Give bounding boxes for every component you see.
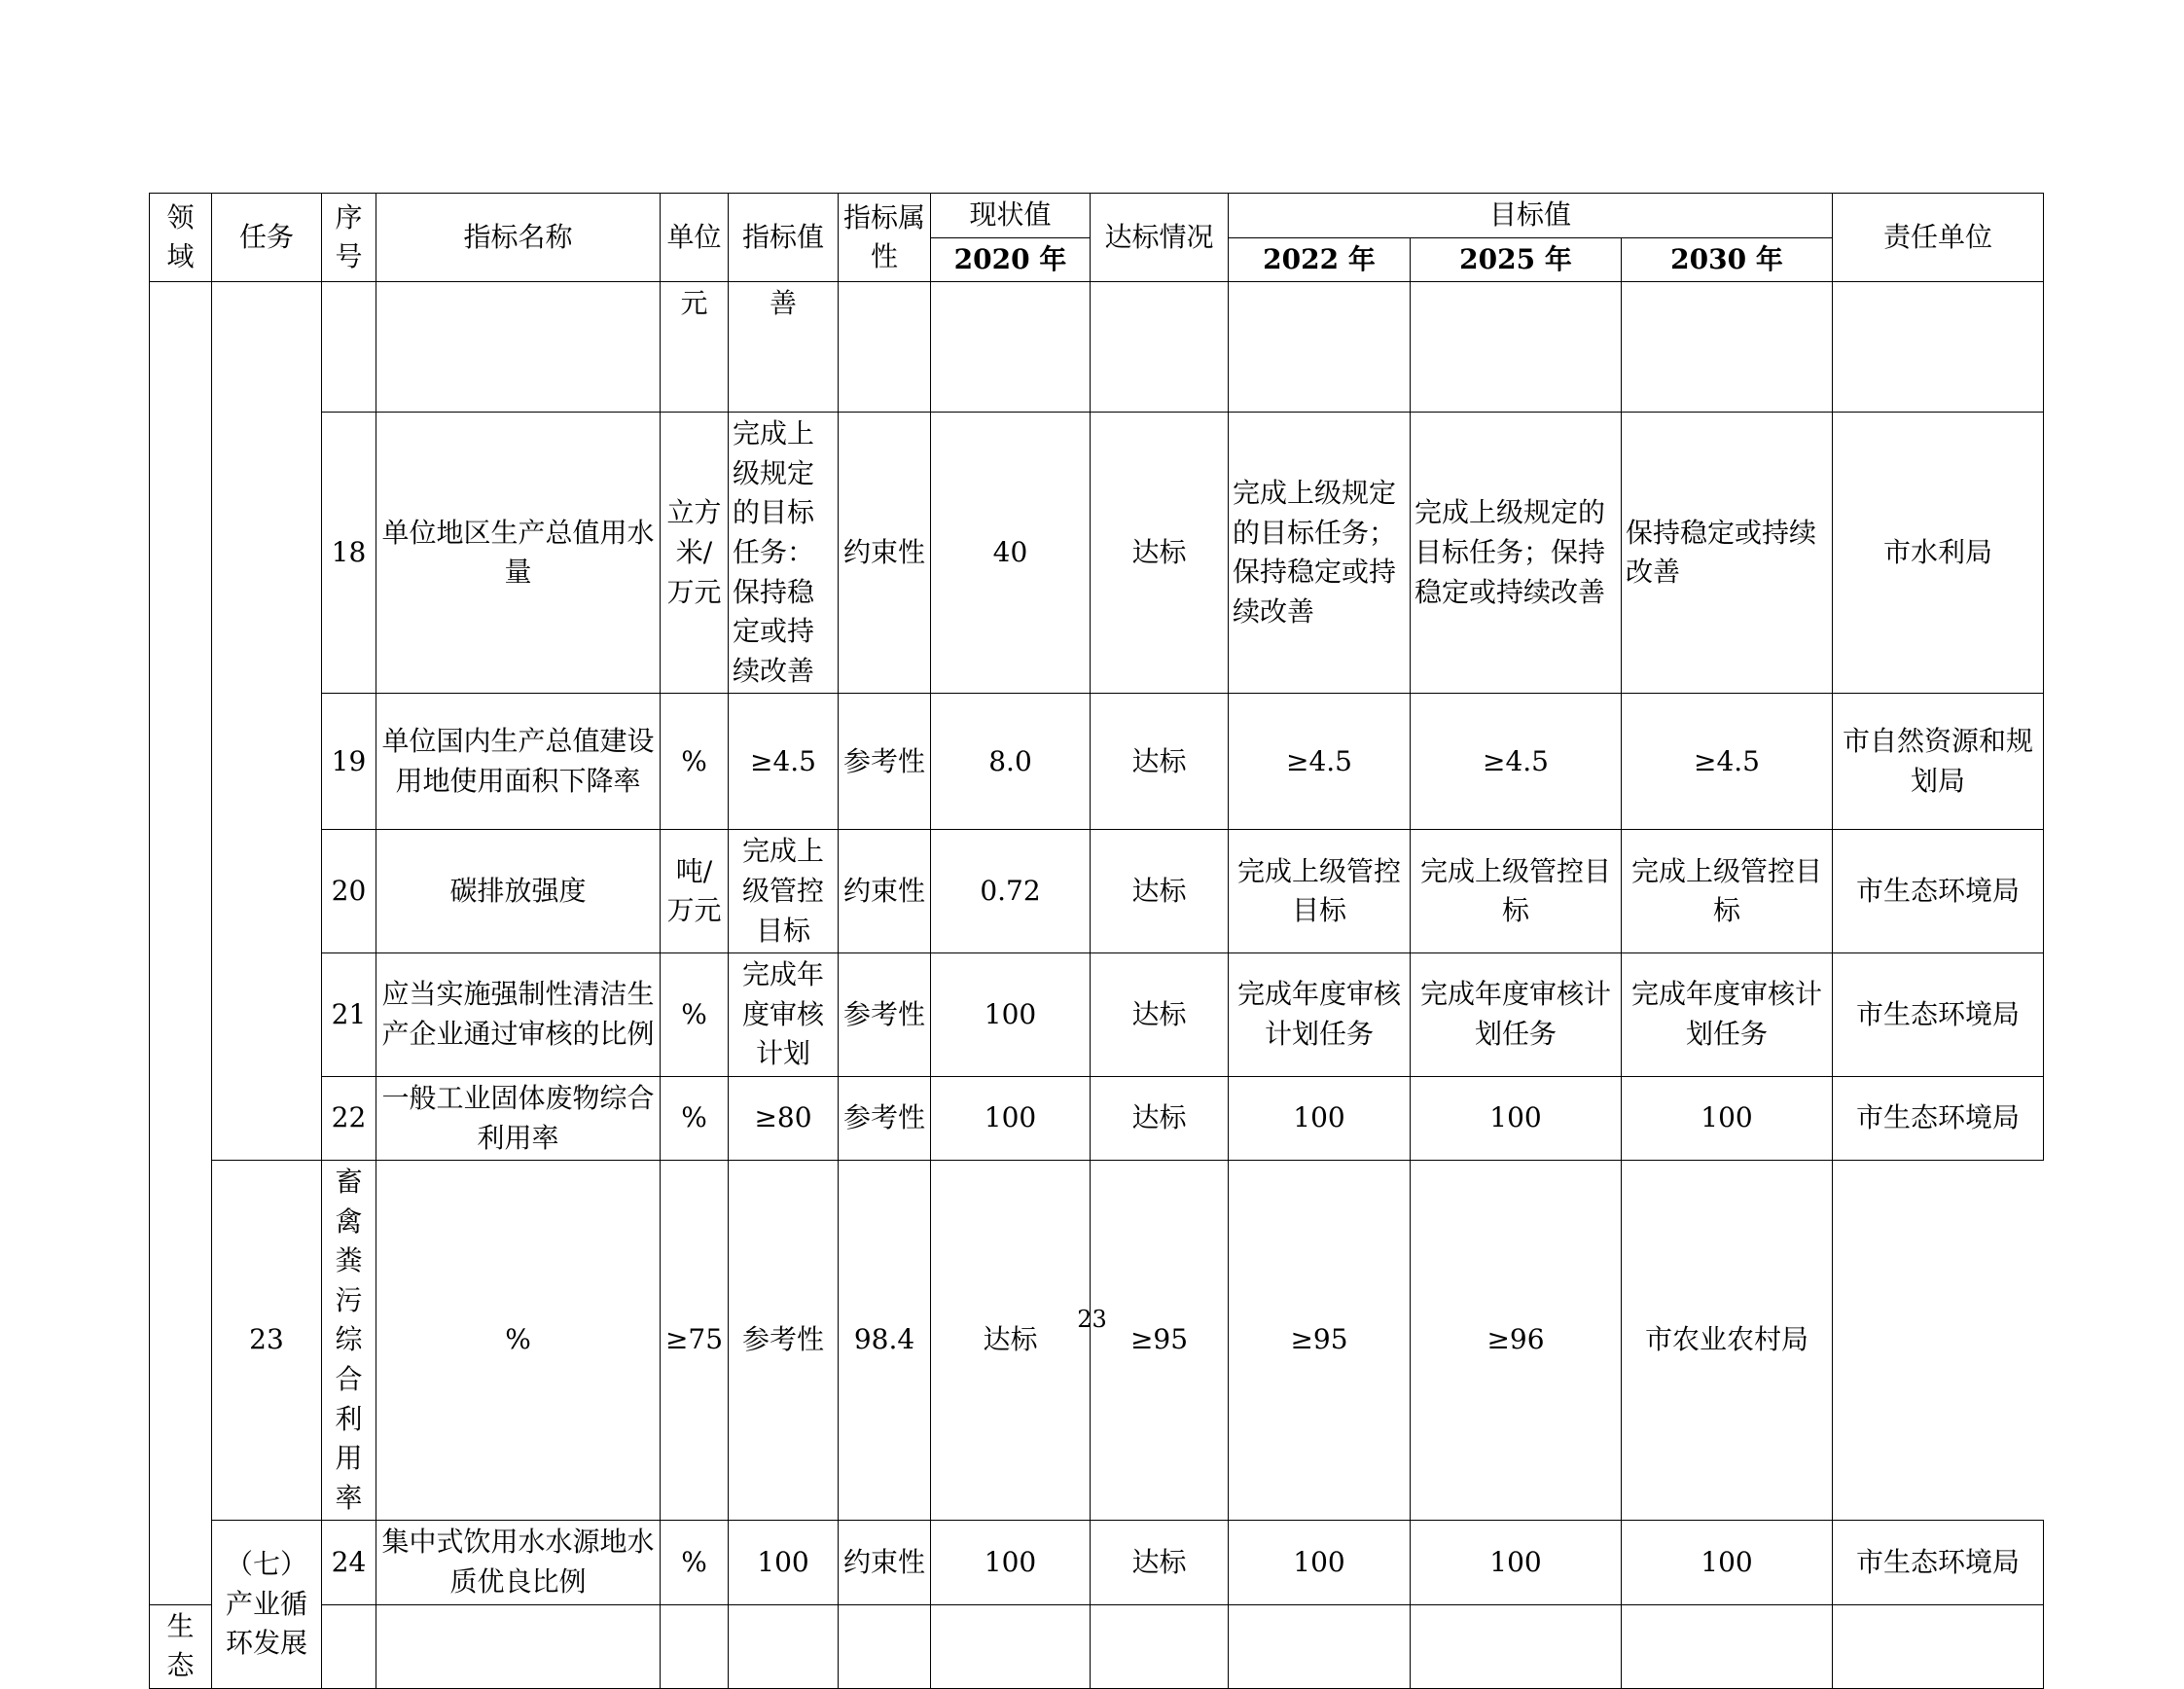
value-cell: ≥4.5 [729, 694, 839, 830]
target-2025-cell: 100 [1411, 1521, 1622, 1604]
header-name: 指标名称 [376, 194, 661, 282]
header-unit: 单位 [661, 194, 729, 282]
value-cell: 善 [729, 282, 839, 413]
target-2022-cell: 100 [1229, 1076, 1411, 1160]
status-cell: 达标 [931, 1161, 1091, 1521]
target-2022-cell: ≥95 [1091, 1161, 1229, 1521]
table-row [150, 694, 2044, 830]
target-2022-cell [1411, 1604, 1622, 1688]
target-2030-cell: 完成上级管控目标 [1622, 830, 1833, 953]
responsible-cell: 市水利局 [1833, 413, 2044, 694]
target-2025-cell: 完成上级管控目标 [1411, 830, 1622, 953]
task-cell [212, 282, 322, 1161]
table-row [150, 1076, 2044, 1160]
current-cell [1091, 1604, 1229, 1688]
name-cell: 畜禽粪污综合利用率 [322, 1161, 376, 1521]
unit-cell: % [661, 1076, 729, 1160]
status-cell: 达标 [1091, 1076, 1229, 1160]
attr-cell: 约束性 [839, 1521, 931, 1604]
seq-cell: 24 [322, 1521, 376, 1604]
value-cell: ≥80 [729, 1076, 839, 1160]
name-cell: 集中式饮用水水源地水质优良比例 [376, 1521, 661, 1604]
target-2030-cell: ≥96 [1411, 1161, 1622, 1521]
name-cell: 碳排放强度 [376, 830, 661, 953]
table-row [150, 413, 2044, 694]
table-row [150, 953, 2044, 1077]
attr-cell: 参考性 [839, 953, 931, 1077]
value-cell: 完成上级管控目标 [729, 830, 839, 953]
name-cell: 应当实施强制性清洁生产企业通过审核的比例 [376, 953, 661, 1077]
target-2030-cell: ≥4.5 [1622, 694, 1833, 830]
responsible-cell: 市生态环境局 [1833, 1076, 2044, 1160]
header-responsible: 责任单位 [1833, 194, 2044, 282]
seq-cell: 22 [322, 1076, 376, 1160]
target-2030-cell: 100 [1622, 1076, 1833, 1160]
target-2030-cell: 完成年度审核计划任务 [1622, 953, 1833, 1077]
status-cell: 达标 [1091, 953, 1229, 1077]
header-current-year: 2020 年 [931, 237, 1091, 282]
table-row [150, 830, 2044, 953]
responsible-cell: 市生态环境局 [1833, 953, 2044, 1077]
table-row [150, 1161, 2044, 1521]
header-status: 达标情况 [1091, 194, 1229, 282]
table-row [150, 282, 2044, 413]
status-cell: 达标 [1091, 413, 1229, 694]
unit-cell: % [376, 1161, 661, 1521]
header-2030: 2030 年 [1622, 237, 1833, 282]
attr-cell: 参考性 [839, 1076, 931, 1160]
status-cell: 达标 [1091, 1521, 1229, 1604]
current-cell: 100 [931, 953, 1091, 1077]
header-2022: 2022 年 [1229, 237, 1411, 282]
name-cell: 一般工业固体废物综合利用率 [376, 1076, 661, 1160]
page-number: 23 [1077, 1306, 1107, 1333]
header-row [150, 194, 2044, 238]
attr-cell: 参考性 [729, 1161, 839, 1521]
unit-cell: % [661, 953, 729, 1077]
target-2030-cell: 100 [1622, 1521, 1833, 1604]
domain-cell [150, 282, 212, 1604]
value-cell: 完成年度审核计划 [729, 953, 839, 1077]
target-2022-cell: 完成上级规定的目标任务；保持稳定或持续改善 [1229, 413, 1411, 694]
target-2025-cell [1622, 1604, 1833, 1688]
header-2025: 2025 年 [1411, 237, 1622, 282]
task-cell: （七）产业循环发展 [212, 1521, 322, 1688]
target-2022-cell: 100 [1229, 1521, 1411, 1604]
target-2022-cell: 完成年度审核计划任务 [1229, 953, 1411, 1077]
header-target-group: 目标值 [1229, 194, 1833, 238]
header-domain: 领域 [150, 194, 212, 282]
target-2022-cell: 完成上级管控目标 [1229, 830, 1411, 953]
target-2025-cell: 完成上级规定的目标任务；保持稳定或持续改善 [1411, 413, 1622, 694]
value-cell: ≥75 [661, 1161, 729, 1521]
status-cell: 达标 [1091, 830, 1229, 953]
target-2030-cell: 保持稳定或持续改善 [1622, 413, 1833, 694]
name-cell: 单位国内生产总值建设用地使用面积下降率 [376, 694, 661, 830]
value-cell: 完成上级规定的目标任务：保持稳定或持续改善 [729, 413, 839, 694]
target-2025-cell: ≥95 [1229, 1161, 1411, 1521]
domain-cell: 生态 [150, 1604, 212, 1688]
unit-cell: % [661, 694, 729, 830]
status-cell: 达标 [1091, 694, 1229, 830]
table-row [150, 1521, 2044, 1604]
responsible-cell: 市自然资源和规划局 [1833, 694, 2044, 830]
unit-cell: % [661, 1521, 729, 1604]
task-cell [322, 1604, 376, 1688]
unit-cell [729, 1604, 839, 1688]
attr-cell: 参考性 [839, 694, 931, 830]
unit-cell: 立方米/万元 [661, 413, 729, 694]
header-target-value: 指标值 [729, 194, 839, 282]
header-current: 现状值 [931, 194, 1091, 238]
status-cell [1229, 1604, 1411, 1688]
responsible-cell: 市农业农村局 [1622, 1161, 1833, 1521]
target-2025-cell: ≥4.5 [1411, 694, 1622, 830]
responsible-cell: 市生态环境局 [1833, 830, 2044, 953]
responsible-cell: 市生态环境局 [1833, 1521, 2044, 1604]
header-seq: 序号 [322, 194, 376, 282]
name-cell: 单位地区生产总值用水量 [376, 413, 661, 694]
current-cell: 40 [931, 413, 1091, 694]
seq-cell: 23 [212, 1161, 322, 1521]
header-task: 任务 [212, 194, 322, 282]
attr-cell: 约束性 [839, 413, 931, 694]
current-cell: 100 [931, 1521, 1091, 1604]
target-2025-cell: 完成年度审核计划任务 [1411, 953, 1622, 1077]
indicator-table [149, 193, 2044, 1689]
target-2022-cell: ≥4.5 [1229, 694, 1411, 830]
current-cell: 8.0 [931, 694, 1091, 830]
seq-cell: 19 [322, 694, 376, 830]
current-cell: 98.4 [839, 1161, 931, 1521]
target-2030-cell [1833, 1604, 2044, 1688]
target-2025-cell: 100 [1411, 1076, 1622, 1160]
unit-cell: 元 [661, 282, 729, 413]
attr-cell: 约束性 [839, 830, 931, 953]
seq-cell: 21 [322, 953, 376, 1077]
seq-cell: 18 [322, 413, 376, 694]
name-cell [661, 1604, 729, 1688]
seq-cell [376, 1604, 661, 1688]
unit-cell: 吨/万元 [661, 830, 729, 953]
current-cell: 0.72 [931, 830, 1091, 953]
seq-cell: 20 [322, 830, 376, 953]
current-cell: 100 [931, 1076, 1091, 1160]
header-attribute: 指标属性 [839, 194, 931, 282]
value-cell [839, 1604, 931, 1688]
table-row [150, 1604, 2044, 1688]
value-cell: 100 [729, 1521, 839, 1604]
attr-cell [931, 1604, 1091, 1688]
